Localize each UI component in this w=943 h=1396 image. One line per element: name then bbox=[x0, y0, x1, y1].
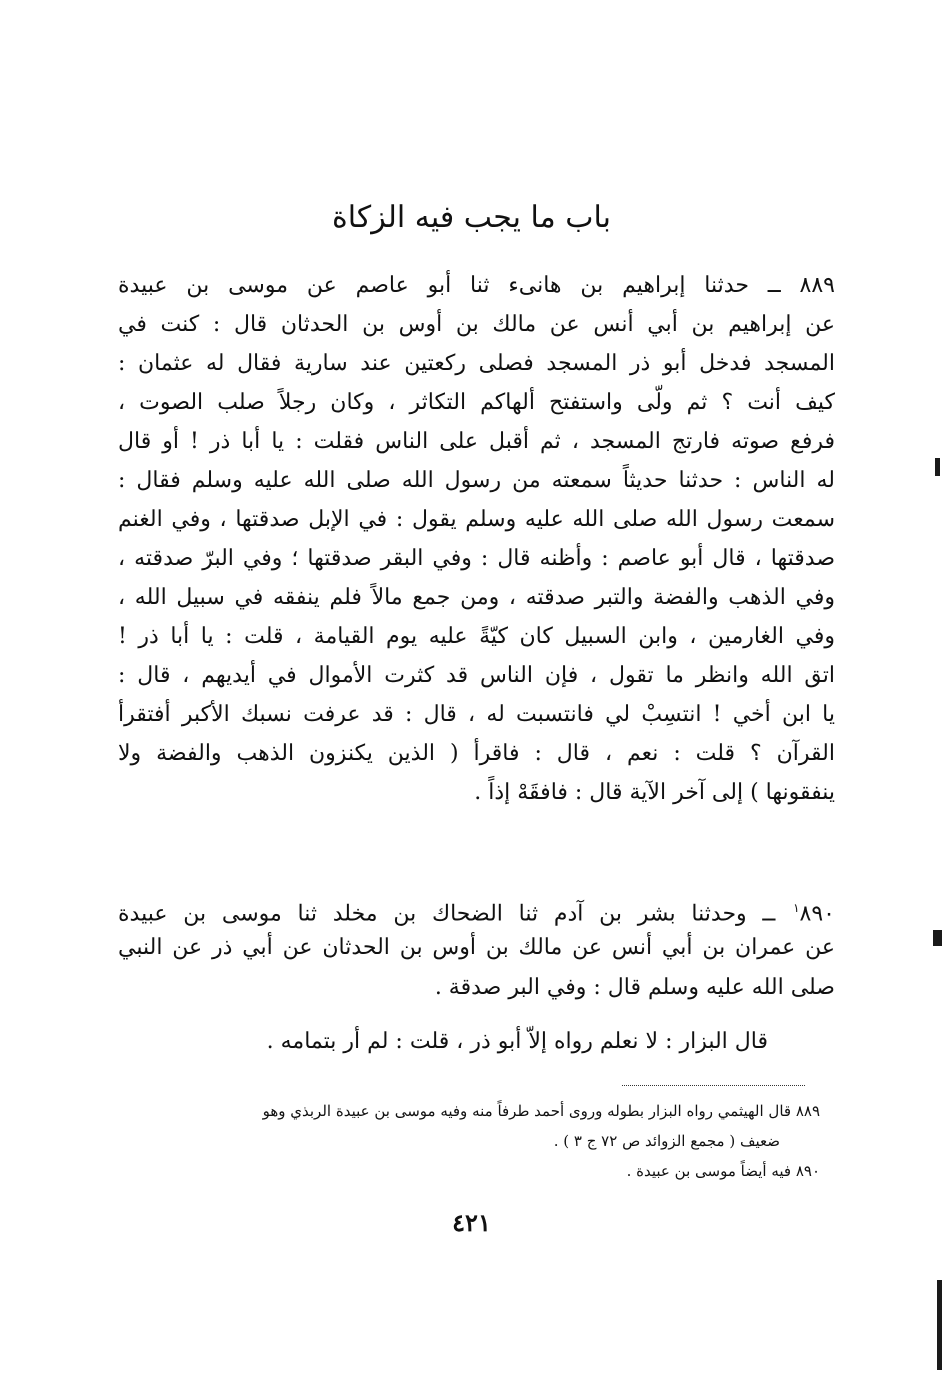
footnote-line: ٨٩٠ فيه أيضاً موسى بن عبيدة . bbox=[626, 1162, 820, 1180]
bazzar-note: قال البزار : لا نعلم رواه إلاّ أبو ذر ، قلت : لم أر بتمامه . bbox=[266, 1029, 768, 1054]
text-line: صدقتها ، قال أبو عاصم : وأظنه قال : وفي البقر صدقتها ؛ وفي البرّ صدقته ، bbox=[118, 546, 835, 571]
footnote-line: ضعيف ( مجمع الزوائد ص ٧٢ ج ٣ ) . bbox=[553, 1132, 780, 1150]
text-line: عن عمران بن أبي أنس عن مالك بن أوس بن الحدثان عن أبي ذر عن النبي bbox=[118, 935, 835, 960]
hadith-890-first-line: ٨٩٠ ــ وحدثنا بشر بن آدم ثنا الضحاك بن مخلد ثنا موسى بن عبيدة bbox=[118, 901, 835, 927]
text-line: المسجد فدخل أبو ذر المسجد فصلى ركعتين عند سارية فقال له عثمان : bbox=[118, 351, 835, 376]
text-line: وفي الغارمين ، وابن السبيل كان كيّةً عليه يوم القيامة ، قلت : يا أبا ذر ! bbox=[118, 624, 835, 649]
footnote-divider bbox=[622, 1085, 805, 1086]
page-number: ٤٢١ bbox=[452, 1208, 491, 1237]
chapter-title: باب ما يجب فيه الزكاة bbox=[332, 200, 611, 235]
text-line: سمعت رسول الله صلى الله عليه وسلم يقول : في الإبل صدقتها ، وفي الغنم bbox=[118, 507, 835, 532]
scan-edge-mark bbox=[935, 458, 940, 476]
scan-edge-mark bbox=[937, 1280, 942, 1370]
text-line: صلى الله عليه وسلم قال : وفي البر صدقة . bbox=[434, 975, 835, 1000]
text-line: القرآن ؟ قلت : نعم ، قال : فاقرأ ( الذين يكنزون الذهب والفضة ولا bbox=[118, 741, 835, 766]
footnote-marker: ١ bbox=[793, 901, 800, 915]
scan-edge-mark bbox=[933, 930, 942, 946]
text-line: فرفع صوته فارتج المسجد ، ثم أقبل على الناس فقلت : يا أبا ذر ! أو قال bbox=[118, 429, 835, 454]
text-line: له الناس : حدثنا حديثاً سمعته من رسول الله صلى الله عليه وسلم فقال : bbox=[118, 468, 835, 493]
text-line: عن إبراهيم بن أبي أنس عن مالك بن أوس بن الحدثان قال : كنت في bbox=[118, 312, 835, 337]
footnote-line: ٨٨٩ قال الهيثمي رواه البزار بطوله وروى أحمد طرفاً منه وفيه موسى بن عبيدة الربذي وهو bbox=[262, 1102, 820, 1120]
hadith-890 bbox=[118, 888, 835, 1008]
footnotes bbox=[150, 1096, 820, 1186]
text-line: اتق الله وانظر ما تقول ، فإن الناس قد كثرت الأموال في أيديهم ، قال : bbox=[118, 663, 835, 688]
text-line: وفي الذهب والفضة والتبر صدقته ، ومن جمع مالاً فلم ينفقه في سبيل الله ، bbox=[118, 585, 835, 610]
text-line: ينفقونها ) إلى آخر الآية قال : فافقَهْ إذاً . bbox=[474, 780, 835, 805]
hadith-889 bbox=[118, 266, 835, 812]
text-line: ٨٨٩ ــ حدثنا إبراهيم بن هانىء ثنا أبو عاصم عن موسى بن عبيدة bbox=[118, 273, 835, 298]
text-line: كيف أنت ؟ ثم ولّى واستفتح ألهاكم التكاثر ، وكان رجلاً صلب الصوت ، bbox=[118, 390, 835, 415]
text-line bbox=[118, 888, 835, 928]
text-line: يا ابن أخي ! انتسِبْ لي فانتسبت له ، قال : قد عرفت نسبك الأكبر أفتقرأ bbox=[118, 702, 835, 727]
